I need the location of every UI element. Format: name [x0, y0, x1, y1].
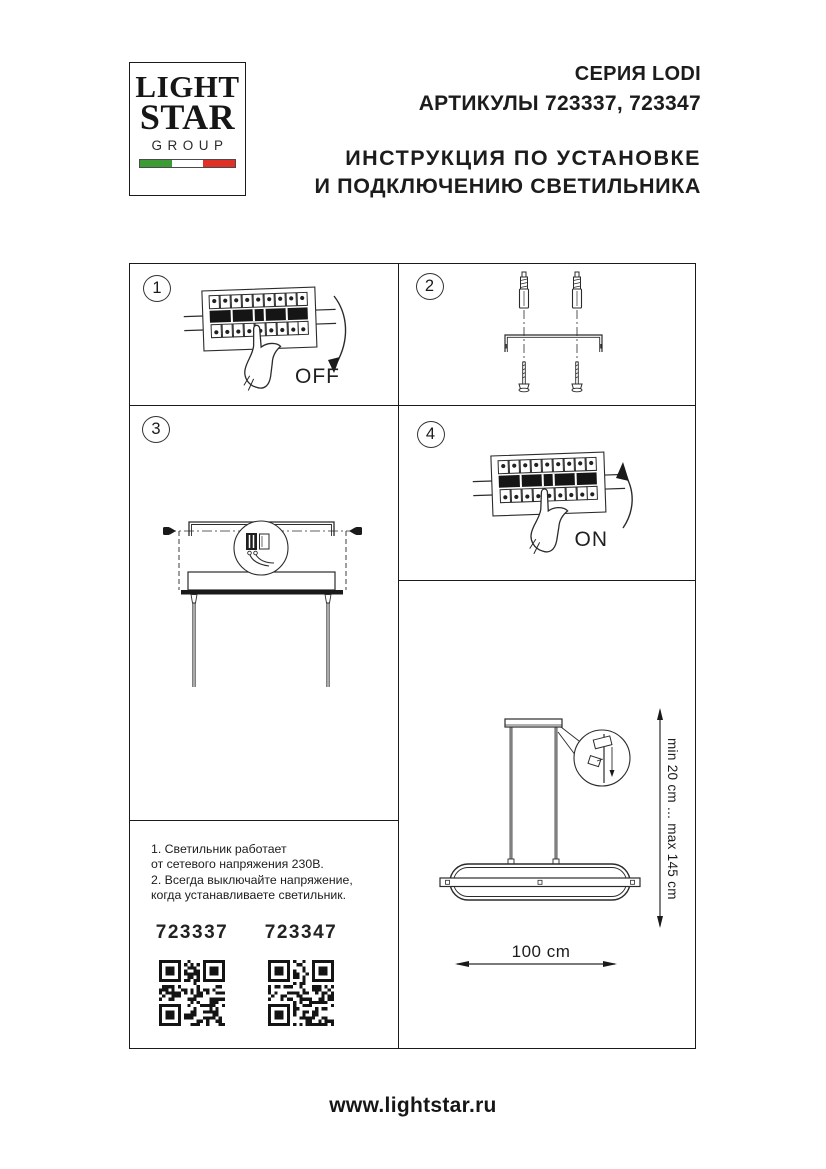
notes-panel — [129, 820, 399, 1050]
step-2-number-badge: 2 — [416, 273, 444, 300]
height-range-label: min 20 cm ... max 145 cm — [665, 737, 680, 900]
doc-title-line2: И ПОДКЛЮЧЕНИЮ СВЕТИЛЬНИКА — [314, 174, 701, 198]
pendant-lamp-illustration — [399, 581, 695, 1047]
step-3-panel — [129, 405, 399, 822]
flag-red-segment — [203, 160, 235, 167]
mounting-hardware-illustration — [399, 264, 696, 404]
qr-code-icon — [268, 960, 334, 1026]
canopy-wiring-illustration — [130, 406, 397, 819]
step-1-number-badge: 1 — [143, 275, 171, 302]
ceiling-canopy — [505, 719, 562, 727]
logo-text-light: LIGHT — [135, 69, 240, 104]
lamp-dimensions-panel — [398, 580, 697, 1049]
width-label: 100 cm — [511, 942, 571, 961]
note-line: 1. Светильник работает — [151, 841, 287, 856]
note-line: когда устанавливаете светильник. — [151, 888, 347, 902]
step-4-number-badge: 4 — [417, 421, 445, 448]
step-1-panel — [129, 263, 399, 406]
suspension-cable — [191, 594, 197, 687]
series-title: СЕРИЯ LODI — [574, 63, 701, 85]
suspension-cable — [325, 594, 331, 687]
mounting-bracket-icon — [505, 335, 602, 352]
lightstar-logo — [129, 62, 246, 196]
flag-white-segment — [172, 160, 204, 167]
logo-text-group: GROUP — [151, 138, 229, 153]
italian-flag-bar — [139, 159, 236, 168]
website-url: www.lightstar.ru — [329, 1094, 497, 1117]
suspension-rod — [553, 727, 559, 864]
screw-icon — [572, 362, 582, 392]
qr-code-icon — [159, 960, 225, 1026]
cable-adjuster-detail-circle — [574, 730, 630, 786]
circuit-breaker-off-illustration — [178, 280, 370, 404]
article-number-723337: 723337 — [155, 921, 229, 943]
safety-notes — [151, 842, 353, 904]
off-label: OFF — [295, 365, 340, 388]
wiring-detail-circle — [234, 521, 288, 575]
arrow-down-icon — [328, 296, 346, 373]
on-label: ON — [574, 527, 608, 551]
step-3-number-badge: 3 — [142, 416, 170, 443]
arrow-up-icon — [616, 462, 632, 528]
step-2-panel — [398, 263, 697, 406]
circuit-breaker-on-illustration — [399, 406, 695, 580]
side-screw-icon — [163, 527, 176, 535]
logo-text-star: STAR — [139, 97, 236, 137]
wall-anchor-icon — [519, 272, 528, 308]
articles-title: АРТИКУЛЫ 723337, 723347 — [418, 92, 701, 115]
note-line: от сетевого напряжения 230В. — [151, 857, 324, 871]
instruction-grid — [129, 263, 696, 1049]
flag-green-segment — [140, 160, 172, 167]
lamp-body — [440, 864, 640, 900]
wall-anchor-icon — [572, 272, 581, 308]
screw-icon — [519, 362, 529, 392]
doc-title-line1: ИНСТРУКЦИЯ ПО УСТАНОВКЕ — [345, 146, 701, 170]
note-line: 2. Всегда выключайте напряжение, — [151, 872, 353, 887]
suspension-rod — [508, 727, 514, 864]
article-number-723347: 723347 — [264, 921, 338, 943]
side-screw-icon — [349, 527, 362, 535]
canopy-plate — [181, 590, 343, 595]
height-dimension-arrow — [657, 708, 663, 928]
step-4-panel — [398, 405, 697, 582]
